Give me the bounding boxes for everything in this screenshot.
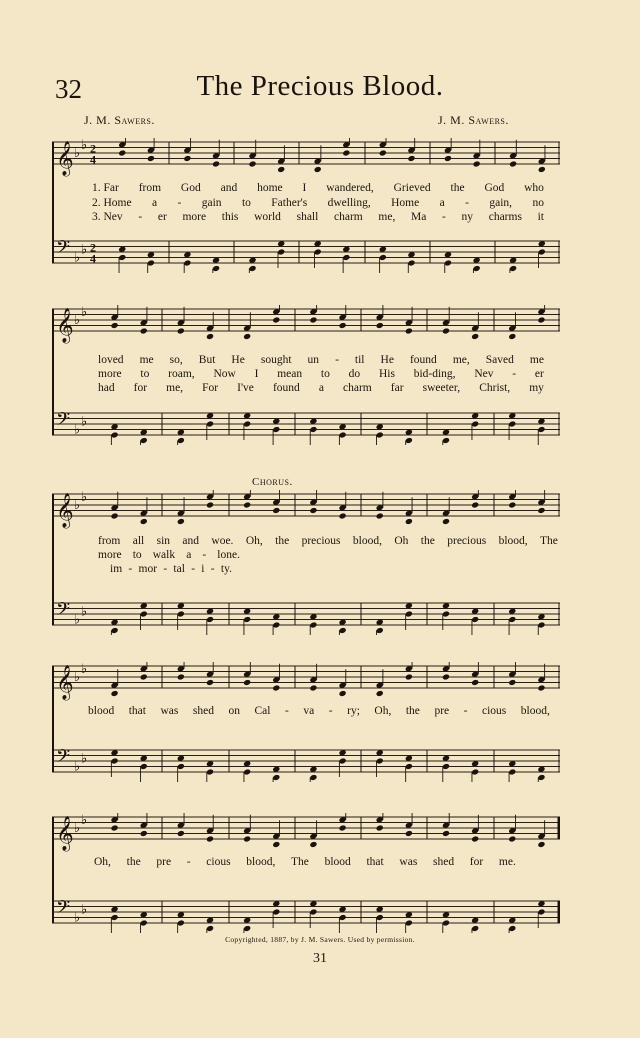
lyric-syllable: shed [192,705,214,717]
note-head [473,160,481,167]
lyric-syllable: found [409,354,437,366]
lyric-syllable: I [254,368,259,380]
lyric-syllable: cious [482,705,507,717]
note-head [376,512,384,519]
note-head [177,518,185,525]
note-head [405,830,413,837]
lyric-syllable: tal [173,563,185,575]
lyric-syllable: the [420,535,435,547]
lyric-syllable: home [257,182,283,194]
lyric-syllable: found [272,382,300,394]
lyric-syllable: His [378,368,395,380]
lyric-syllable: sin [156,535,171,547]
lyric-syllable: more [182,211,207,223]
note-head [277,166,285,173]
flat-icon: ♭ [74,498,81,513]
note-head [111,512,119,519]
flat-icon: ♭ [81,490,88,505]
lyric-syllable: But [198,354,216,366]
lyric-syllable: charm [343,382,372,394]
note-head [309,684,317,691]
note-head [442,327,450,334]
lyric-syllable: a [186,549,192,561]
lyric-syllable: blood [88,705,115,717]
time-signature-digit: 4 [90,251,96,266]
note-head [407,155,415,162]
lyric-syllable: im [110,563,123,575]
lyric-syllable: bid-ding, [413,368,456,380]
lyric-syllable: Oh [394,535,409,547]
flat-icon: ♭ [74,313,81,328]
note-head [471,835,479,842]
flat-icon: ♭ [74,146,81,161]
note-head [140,830,148,837]
note-head [177,673,185,680]
grand-staff [52,813,560,933]
note-head [111,322,119,329]
lyric-syllable: The [540,535,558,547]
note-head [471,679,479,686]
note-head [118,149,126,156]
note-head [309,841,317,848]
lyric-syllable: me, [166,382,184,394]
note-head [405,327,413,334]
lyric-syllable: so, [169,354,183,366]
lyric-syllable: I've [237,382,254,394]
lyric-syllable: for [469,856,484,868]
lyric-syllable: on [228,705,240,717]
flat-icon: ♭ [81,138,88,153]
note-head [442,673,450,680]
note-head [111,690,119,697]
note-head [508,501,516,508]
flat-icon: ♭ [81,305,88,320]
lyric-syllable: was [160,705,179,717]
lyric-syllable: Now [213,368,236,380]
note-head [537,316,545,323]
lyric-syllable: - [463,705,468,717]
note-head [147,155,155,162]
lyric-syllable: was [399,856,418,868]
lyric-syllable: Nev [474,368,494,380]
author-credit: J. M. Sawers. [438,113,509,127]
lyric-syllable: er [534,368,544,380]
flat-icon: ♭ [74,422,81,438]
lyric-syllable: charm [334,211,363,223]
flat-icon: ♭ [74,759,81,775]
note-head [508,679,516,686]
grand-staff [52,490,560,635]
lyric-syllable: - [335,354,339,366]
lyric-syllable: this [221,211,239,223]
bass-clef-icon: 𝄢 [56,237,71,263]
note-head [538,166,546,173]
lyric-syllable: me, [452,354,470,366]
lyric-syllable: the [405,705,420,717]
lyric-syllable: sought [260,354,292,366]
lyric-syllable: He [231,354,245,366]
lyric-syllable: - [285,705,289,717]
lyric-syllable: and [220,182,238,194]
lyric-syllable: ry; [347,705,360,717]
lyric-syllable: Ma [411,211,427,223]
note-head [272,841,280,848]
lyric-syllable: to [140,368,150,380]
lyric-syllable: - [442,211,446,223]
flat-icon: ♭ [74,821,81,836]
lyric-syllable: gain [201,197,222,209]
lyric-syllable: had [98,382,115,394]
lyric-syllable: blood, [520,705,550,717]
lyric-syllable: Christ, [479,382,511,394]
lyric-syllable: woe. [211,535,234,547]
lyric-syllable: for [133,382,148,394]
lyric-syllable: Oh, [374,705,392,717]
time-signature-digit: 2 [90,141,96,156]
note-head [339,690,347,697]
bass-clef-icon: 𝄢 [56,746,71,772]
bass-clef-icon: 𝄢 [56,897,71,923]
lyric-syllable: precious [447,535,487,547]
lyric-syllable: the [275,535,290,547]
lyric-syllable: He [380,354,394,366]
note-head [405,518,413,525]
lyric-syllable: me, [378,211,396,223]
note-head [183,155,191,162]
flat-icon: ♭ [81,414,88,430]
lyric-syllable: Father's [271,197,308,209]
treble-clef-icon: 𝄞 [56,816,74,851]
lyric-syllable: Cal [254,705,271,717]
lyric-syllable: un [307,354,320,366]
lyric-syllable: - [191,563,196,575]
lyric-syllable: er [157,211,167,223]
lyric-syllable: walk [152,549,176,561]
lyric-syllable: to [132,549,142,561]
time-signature-digit: 2 [90,240,96,255]
lyric-syllable: the [450,182,465,194]
flat-icon: ♭ [74,910,81,926]
note-head [206,501,214,508]
lyric-syllable: - [186,856,191,868]
lyric-syllable: dwelling, [327,197,371,209]
note-head [537,507,545,514]
lyric-syllable: 3. Nev [92,211,123,223]
lyric-syllable: gain, [489,197,513,209]
lyric-syllable: loved [98,354,124,366]
lyric-syllable: that [366,856,384,868]
lyric-syllable: - [202,549,207,561]
lyric-syllable: Oh, [94,856,111,868]
note-head [140,673,148,680]
music-system-1 [52,138,560,273]
lyric-syllable: va [303,705,315,717]
treble-clef-icon: 𝄞 [56,308,74,343]
lyric-syllable: no [532,197,544,209]
lyric-syllable: the [126,856,141,868]
lyric-syllable: God [484,182,505,194]
note-head [442,518,450,525]
lyric-syllable: til [354,354,365,366]
note-head [243,835,251,842]
lyric-syllable: wandered, [326,182,374,194]
lyric-syllable: roam, [168,368,195,380]
flat-icon: ♭ [74,250,81,266]
grand-staff [52,305,560,445]
note-head [309,316,317,323]
lyric-syllable: it [537,211,544,223]
note-head [140,518,148,525]
note-head [243,679,251,686]
lyric-syllable: sweeter, [422,382,461,394]
lyric-syllable: charms [488,211,522,223]
lyric-syllable: shall [296,211,319,223]
note-head [206,835,214,842]
flat-icon: ♭ [81,902,88,918]
note-head [508,835,516,842]
music-system-3 [52,490,560,635]
lyric-syllable: i [201,563,205,575]
note-head [339,824,347,831]
note-head [339,322,347,329]
note-head [177,830,185,837]
lyric-syllable: God [180,182,201,194]
bass-clef-icon: 𝄢 [56,599,71,625]
note-head [471,333,479,340]
lyric-syllable: - [128,563,133,575]
flat-icon: ♭ [81,662,88,677]
note-head [272,684,280,691]
lyric-syllable: precious [301,535,341,547]
hymn-number: 32 [55,74,82,104]
flat-icon: ♭ [81,604,88,620]
lyric-syllable: and [182,535,200,547]
bass-clef-icon: 𝄢 [56,409,71,435]
note-head [177,327,185,334]
lyric-syllable: Grieved [393,182,431,194]
lyric-syllable: ny [461,211,474,223]
lyric-syllable: world [254,211,281,223]
note-head [405,673,413,680]
time-signature-digit: 4 [90,152,96,167]
note-head [339,512,347,519]
lyric-syllable: do [348,368,361,380]
lyric-syllable: who [524,182,544,194]
note-head [272,507,280,514]
lyric-syllable: from [98,535,121,547]
note-head [379,149,387,156]
copyright-notice: Copyrighted, 1887, by J. M. Sawers. Used by permission. [225,935,415,944]
lyric-syllable: ty. [220,563,232,575]
lyric-syllable: blood, [352,535,382,547]
lyric-syllable: more [98,368,122,380]
lyric-syllable: more [98,549,122,561]
flat-icon: ♭ [81,751,88,767]
note-head [444,155,452,162]
note-head [537,841,545,848]
lyric-syllable: shed [433,856,455,868]
note-head [212,160,220,167]
note-head [342,149,350,156]
note-head [309,507,317,514]
lyric-syllable: mor [138,563,158,575]
treble-clef-icon: 𝄞 [56,665,74,700]
note-head [314,166,322,173]
note-head [111,824,119,831]
note-head [248,160,256,167]
lyric-syllable: I [302,182,307,194]
lyric-syllable: far [390,382,404,394]
note-head [508,333,516,340]
note-head [206,679,214,686]
lyric-syllable: mean [277,368,303,380]
lyric-syllable: - [163,563,168,575]
lyric-syllable: me. [498,856,516,868]
lyric-syllable: The [291,856,309,868]
lyric-syllable: a [318,382,324,394]
flat-icon: ♭ [81,813,88,828]
lyric-syllable: blood, [246,856,276,868]
lyric-syllable: lone. [217,549,240,561]
note-head [243,333,251,340]
lyric-syllable: pre [156,856,172,868]
note-head [537,684,545,691]
lyric-syllable: - [465,197,469,209]
lyric-syllable: cious [206,856,231,868]
composer-credit: J. M. Sawers. [84,113,155,127]
lyric-syllable: a [439,197,445,209]
lyric-syllable: to [320,368,330,380]
note-head [206,333,214,340]
flat-icon: ♭ [74,670,81,685]
lyric-syllable: - [328,705,333,717]
lyric-syllable: that [128,705,146,717]
note-head [509,160,517,167]
lyric-syllable: all [132,535,145,547]
music-system-4 [52,662,560,782]
lyric-syllable: Saved [485,354,514,366]
lyric-syllable: Oh, [245,535,263,547]
lyric-syllable: pre [434,705,450,717]
lyric-syllable: blood, [498,535,528,547]
note-head [442,830,450,837]
music-system-2 [52,305,560,445]
lyric-syllable: to [241,197,251,209]
lyric-syllable: 1. Far [92,182,119,194]
lyric-syllable: 2. Home [92,197,132,209]
lyric-syllable: - [177,197,182,209]
lyric-syllable: Home [391,197,420,209]
note-head [140,327,148,334]
flat-icon: ♭ [74,612,81,628]
lyric-syllable: my [529,382,544,394]
note-head [272,316,280,323]
note-head [243,501,251,508]
treble-clef-icon: 𝄞 [56,141,74,176]
lyric-syllable: - [512,368,517,380]
grand-staff [52,138,560,273]
lyric-syllable: - [210,563,215,575]
lyric-syllable: - [138,211,143,223]
chorus-label: Chorus. [252,476,293,488]
lyric-syllable: blood [324,856,351,868]
lyric-syllable: a [152,197,158,209]
page-number: 31 [313,951,327,966]
flat-icon: ♭ [81,242,88,258]
music-system-5 [52,813,560,933]
lyric-syllable: me [529,354,544,366]
lyric-syllable: from [138,182,162,194]
treble-clef-icon: 𝄞 [56,493,74,528]
lyric-syllable: me [139,354,154,366]
lyric-syllable: For [202,382,219,394]
note-head [376,322,384,329]
hymn-title: The Precious Blood. [196,70,444,102]
grand-staff [52,662,560,782]
note-head [471,501,479,508]
note-head [376,824,384,831]
note-head [376,690,384,697]
